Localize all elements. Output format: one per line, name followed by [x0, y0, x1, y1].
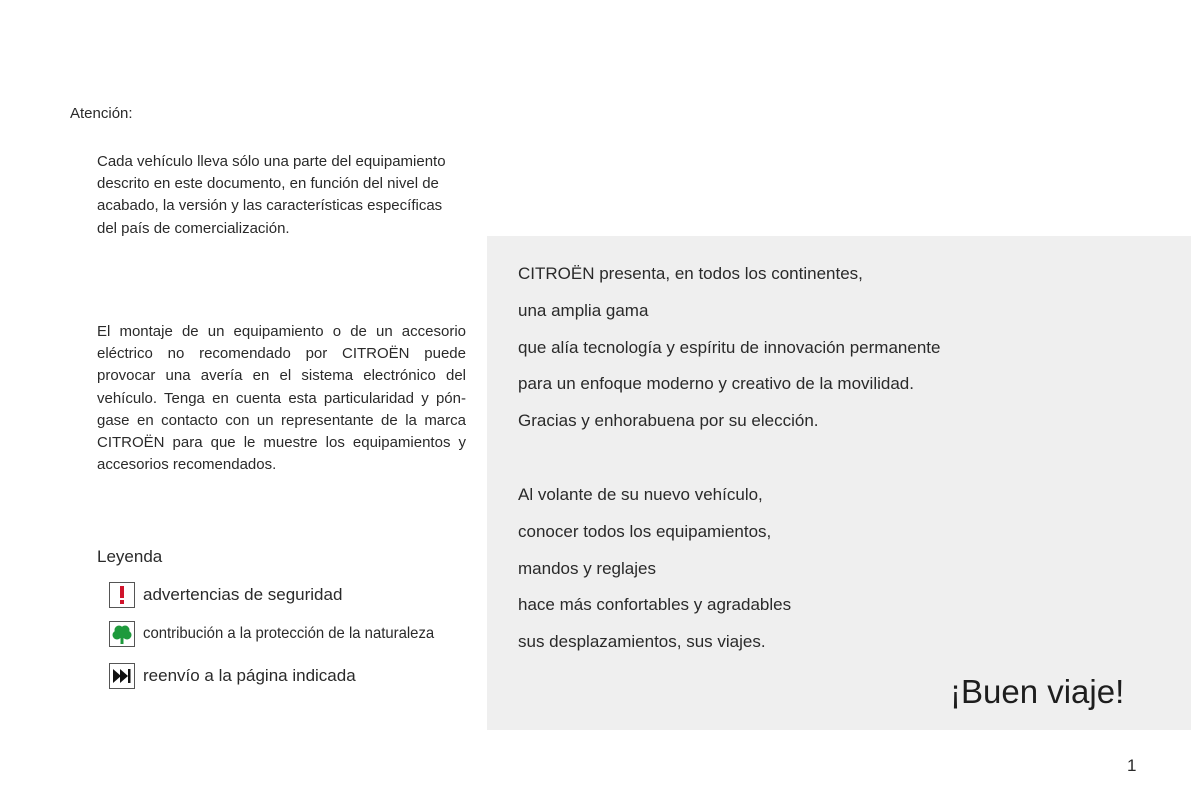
intro-line: Gracias y enhorabuena por su elección.: [518, 411, 819, 430]
intro-line: que alía tecnología y espíritu de innovación permanente: [518, 338, 941, 357]
closing-greeting: ¡Buen viaje!: [950, 673, 1125, 710]
attention-paragraph-equipment: Cada vehículo lleva sólo una parte del equipamiento descrito en este documento, en función del nivel de acabado, la versión y las características específicas del país de comercialización.: [97, 153, 446, 237]
legend-title: Leyenda: [97, 547, 163, 566]
intro-line: una amplia gama: [518, 301, 649, 320]
intro-line: CITROËN presenta, en todos los continentes,: [518, 264, 863, 283]
intro-line: hace más confortables y agradables: [518, 595, 792, 614]
attention-title: Atención:: [70, 105, 133, 122]
intro-line: para un enfoque moderno y creativo de la movilidad.: [518, 374, 914, 393]
legend-label-page-reference: reenvío a la página indicada: [143, 666, 356, 685]
page-number: 1: [1127, 756, 1137, 775]
intro-line: Al volante de su nuevo vehículo,: [518, 485, 763, 504]
intro-line: sus desplazamientos, sus viajes.: [518, 632, 766, 651]
attention-paragraph-accessories: El montaje de un equipamiento o de un accesorio eléctrico no recomendado por CITROËN puede provocar una avería en el sistema electrónico del vehículo. Tenga en cuenta esta particularidad y pón-gase en contacto con un representante de la marca CITROËN para que le muestre los equipamientos y accesorios recomendados.: [97, 323, 466, 474]
intro-line: conocer todos los equipamientos,: [518, 522, 772, 541]
tree-icon: [109, 621, 135, 647]
intro-line: mandos y reglajes: [518, 559, 656, 578]
fast-forward-icon: [109, 663, 135, 689]
legend-item-safety: [109, 580, 342, 610]
legend-label-safety: advertencias de seguridad: [143, 585, 343, 604]
legend-item-nature: [109, 619, 456, 649]
legend-item-page-reference: [109, 661, 356, 691]
legend-label-nature: contribución a la protección de la naturaleza: [143, 625, 435, 642]
warning-exclamation-icon: [109, 582, 135, 608]
